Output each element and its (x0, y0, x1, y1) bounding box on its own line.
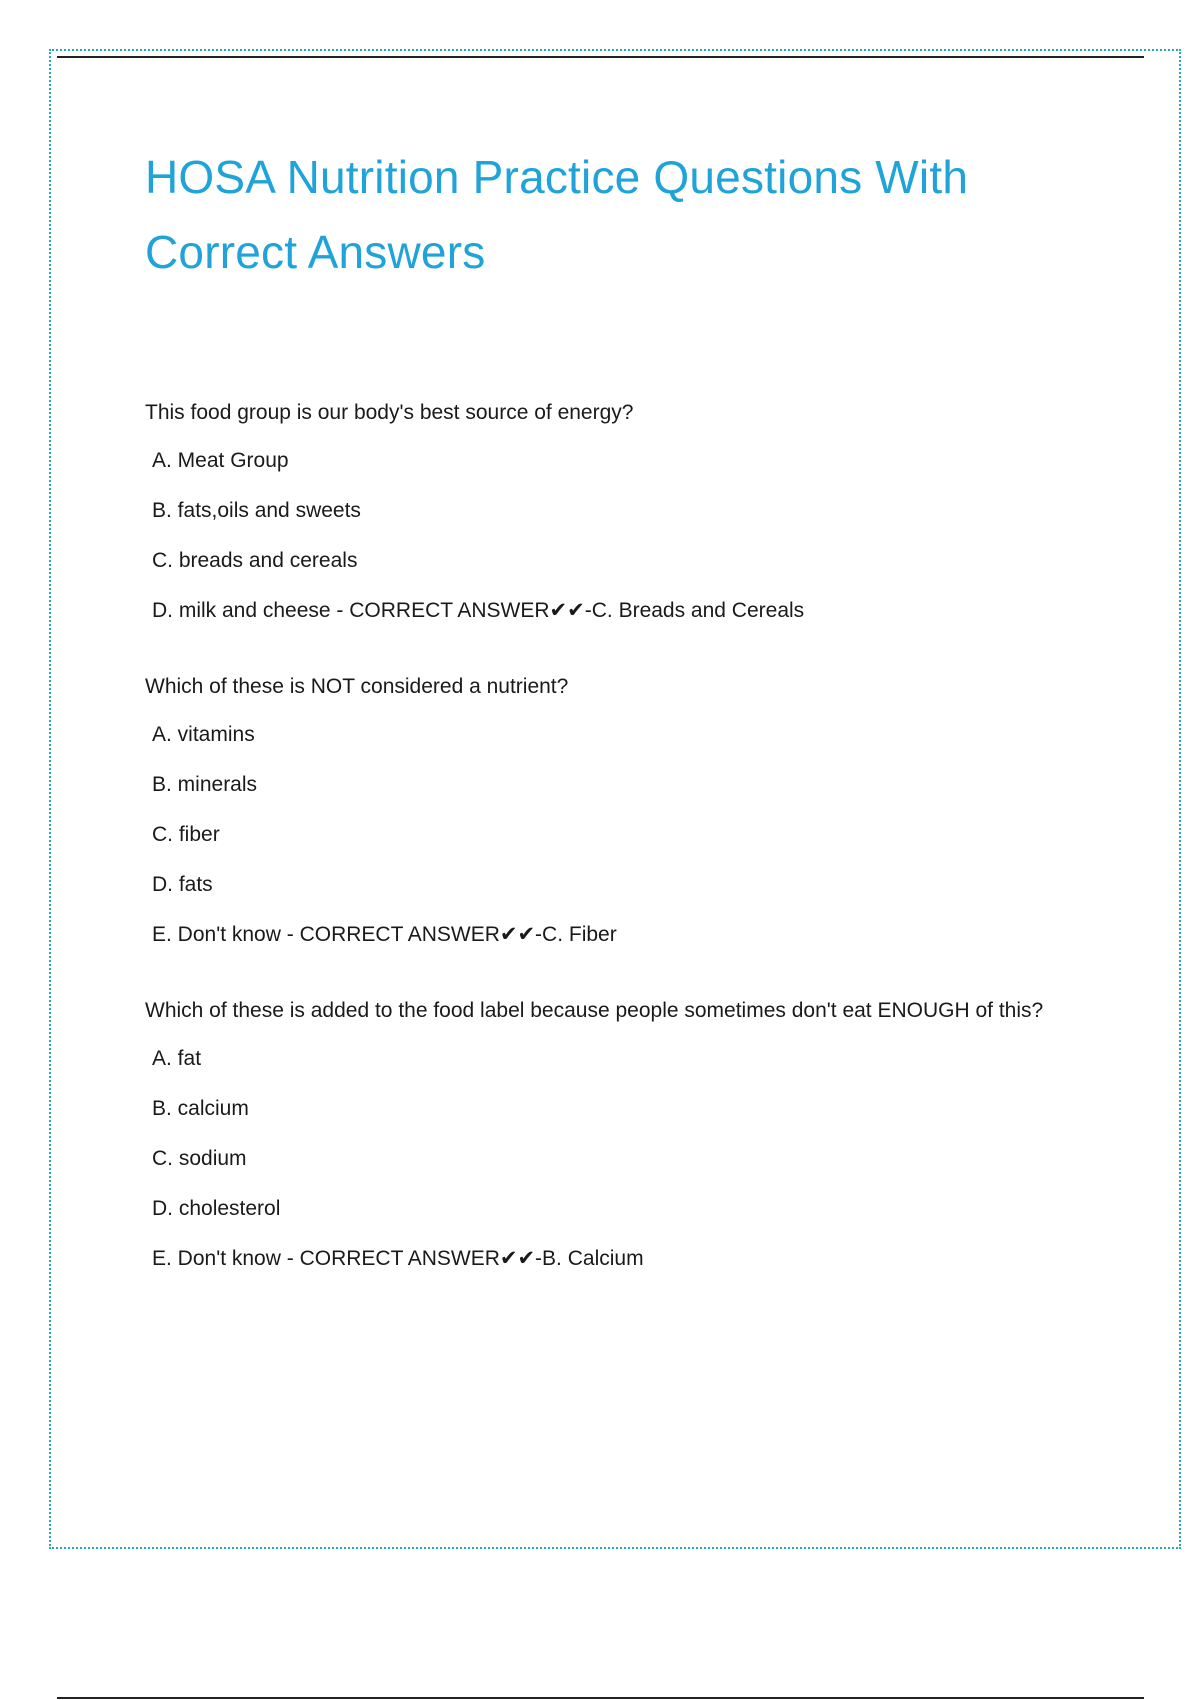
answer-option: A. fat (152, 1047, 202, 1070)
answer-option: C. breads and cereals (152, 549, 358, 572)
answer-option: C. sodium (152, 1147, 247, 1170)
answer-option: C. fiber (152, 823, 220, 846)
question-text: This food group is our body's best source of energy? (145, 401, 634, 424)
footer-rule (57, 1697, 1144, 1699)
question-3 (145, 994, 1065, 1276)
question-list (145, 396, 1065, 1276)
answer-option: A. Meat Group (152, 449, 289, 472)
document-title: HOSA Nutrition Practice Questions With Correct Answers (145, 151, 969, 278)
question-1 (145, 396, 1065, 628)
answer-option-with-correct-answer: D. milk and cheese - CORRECT ANSWER✔✔-C. Breads and Cereals (152, 599, 805, 622)
answer-option: A. vitamins (152, 723, 255, 746)
answer-option-with-correct-answer: E. Don't know - CORRECT ANSWER✔✔-B. Calcium (152, 1247, 644, 1270)
question-text: Which of these is added to the food label because people sometimes don't eat ENOUGH of this? (145, 999, 1044, 1022)
answer-option: B. fats,oils and sweets (152, 499, 361, 522)
answer-option: B. minerals (152, 773, 258, 796)
question-2 (145, 670, 1065, 952)
answer-option: D. cholesterol (152, 1197, 281, 1220)
header-rule (57, 56, 1144, 58)
answer-option: D. fats (152, 873, 213, 896)
answer-option-with-correct-answer: E. Don't know - CORRECT ANSWER✔✔-C. Fiber (152, 923, 617, 946)
question-text: Which of these is NOT considered a nutrient? (145, 675, 569, 698)
answer-option: B. calcium (152, 1097, 249, 1120)
